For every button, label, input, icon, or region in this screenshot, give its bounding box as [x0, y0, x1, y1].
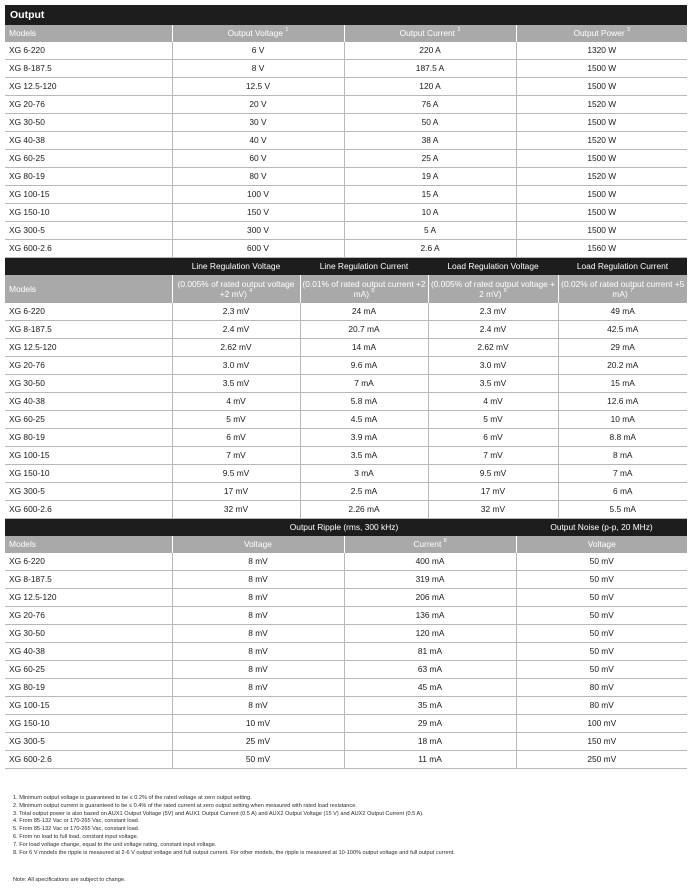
footnote: 3. Total output power is also based on AUX1 Output Voltage (5V) and AUX1 Output Current (0.5 A) and AUX2 Output Voltage (15 V) and AUX2 Output Current (0.5 A). — [13, 810, 424, 817]
value-cell: 4.5 mA — [300, 411, 428, 429]
disclaimer-note: Note: All specifications are subject to change. — [13, 877, 126, 883]
value-cell: 2.6 A — [344, 240, 516, 258]
column-header — [172, 25, 344, 42]
value-cell: 3.5 mV — [428, 375, 558, 393]
column-header-label: Output Voltage — [227, 28, 284, 39]
table-row — [5, 114, 687, 132]
value-cell: 12.5 V — [172, 78, 344, 96]
value-cell: 1520 W — [516, 132, 687, 150]
table-row — [5, 465, 687, 483]
value-cell: 12.6 mA — [558, 393, 687, 411]
value-cell: 20 V — [172, 96, 344, 114]
value-cell: 2.4 mV — [428, 321, 558, 339]
value-cell: 2.4 mV — [172, 321, 300, 339]
column-header — [172, 536, 344, 553]
model-name-cell: XG 150-10 — [5, 465, 172, 483]
value-cell: 76 A — [344, 96, 516, 114]
value-cell: 319 mA — [344, 571, 516, 589]
footnote-marker: 7 — [630, 288, 634, 294]
column-header — [516, 25, 687, 42]
footnote-marker: 8 — [443, 538, 447, 545]
footnote: 5. From 85-132 Vac or 170-265 Vac, constant load. — [13, 826, 140, 833]
model-name-cell: XG 80-19 — [5, 679, 172, 697]
value-cell: 250 mV — [516, 751, 687, 769]
table-row — [5, 132, 687, 150]
value-cell: 187.5 A — [344, 60, 516, 78]
value-cell: 6 mA — [558, 483, 687, 501]
footnote-marker: 2 — [457, 27, 461, 34]
column-header — [5, 25, 172, 42]
model-name-cell: XG 20-76 — [5, 96, 172, 114]
value-cell: 50 mV — [516, 661, 687, 679]
model-name-cell: XG 600-2.6 — [5, 240, 172, 258]
value-cell: 8 mV — [172, 607, 344, 625]
value-cell: 1500 W — [516, 204, 687, 222]
table-row — [5, 447, 687, 465]
value-cell: 150 V — [172, 204, 344, 222]
value-cell: 4 mV — [172, 393, 300, 411]
footnote: 2. Minimum output current is guaranteed to be ≤ 0.4% of the rated current at zero output setting when measured with rated load resistance. — [13, 802, 357, 809]
value-cell: 42.5 mA — [558, 321, 687, 339]
value-cell: 80 mV — [516, 679, 687, 697]
model-name-cell: XG 40-38 — [5, 393, 172, 411]
value-cell: 100 V — [172, 186, 344, 204]
model-name-cell: XG 20-76 — [5, 607, 172, 625]
value-cell: 29 mA — [558, 339, 687, 357]
model-name-cell: XG 8-187.5 — [5, 60, 172, 78]
value-cell: 4 mV — [428, 393, 558, 411]
footnote: 8. For 6 V models the ripple is measured at 2-6 V output voltage and full output current. For other models, the ripple is measured at 10-100% output voltage and full output current. — [13, 849, 455, 856]
section-title-row — [5, 5, 687, 25]
group-header: Load Regulation Voltage — [428, 258, 558, 275]
footnote: 7. For load voltage change, equal to the unit voltage rating, constant input voltage. — [13, 841, 217, 848]
table-row — [5, 321, 687, 339]
value-cell: 150 mV — [516, 733, 687, 751]
value-cell: 63 mA — [344, 661, 516, 679]
value-cell: 10 A — [344, 204, 516, 222]
value-cell: 3.0 mV — [172, 357, 300, 375]
column-header-label: (0.02% of rated output current +5 mA) — [561, 278, 685, 299]
model-name-cell: XG 80-19 — [5, 168, 172, 186]
value-cell: 3.9 mA — [300, 429, 428, 447]
value-cell: 50 mV — [172, 751, 344, 769]
model-name-cell: XG 20-76 — [5, 357, 172, 375]
column-header-label: Models — [9, 539, 36, 550]
table-row — [5, 483, 687, 501]
table-row — [5, 589, 687, 607]
table-row — [5, 553, 687, 571]
value-cell: 2.5 mA — [300, 483, 428, 501]
footnote: 4. From 85-132 Vac or 170-265 Vac, constant load. — [13, 818, 140, 825]
column-header-label: Voltage — [244, 539, 272, 550]
table-row — [5, 96, 687, 114]
regulation-group-header — [5, 258, 687, 275]
value-cell: 60 V — [172, 150, 344, 168]
model-name-cell: XG 40-38 — [5, 643, 172, 661]
footnote: 1. Minimum output voltage is guaranteed to be ≤ 0.2% of the rated voltage at zero output setting. — [13, 795, 252, 801]
value-cell: 8.8 mA — [558, 429, 687, 447]
table-row — [5, 751, 687, 769]
value-cell: 14 mA — [300, 339, 428, 357]
model-name-cell: XG 6-220 — [5, 553, 172, 571]
value-cell: 5.5 mA — [558, 501, 687, 519]
output-table-header — [5, 25, 687, 42]
regulation-table-body — [5, 303, 687, 519]
value-cell: 6 V — [172, 42, 344, 60]
value-cell: 50 A — [344, 114, 516, 132]
model-name-cell: XG 8-187.5 — [5, 321, 172, 339]
value-cell: 8 mV — [172, 571, 344, 589]
table-row — [5, 733, 687, 751]
value-cell: 300 V — [172, 222, 344, 240]
regulation-table — [5, 258, 687, 519]
value-cell: 9.5 mV — [428, 465, 558, 483]
value-cell: 2.3 mV — [172, 303, 300, 321]
value-cell: 40 V — [172, 132, 344, 150]
table-row — [5, 429, 687, 447]
group-header: Line Regulation Current — [300, 258, 428, 275]
section-title: Output — [5, 5, 687, 25]
value-cell: 20.2 mA — [558, 357, 687, 375]
value-cell: 24 mA — [300, 303, 428, 321]
column-header-label: Output Current — [399, 28, 455, 39]
model-name-cell: XG 100-15 — [5, 186, 172, 204]
value-cell: 20.7 mA — [300, 321, 428, 339]
column-header — [558, 275, 687, 303]
value-cell: 5 mV — [172, 411, 300, 429]
value-cell: 15 mA — [558, 375, 687, 393]
value-cell: 45 mA — [344, 679, 516, 697]
value-cell: 2.62 mV — [172, 339, 300, 357]
column-header — [344, 536, 516, 553]
value-cell: 1520 W — [516, 96, 687, 114]
value-cell: 220 A — [344, 42, 516, 60]
value-cell: 8 mV — [172, 553, 344, 571]
footnote-marker: 5 — [371, 288, 375, 294]
value-cell: 81 mA — [344, 643, 516, 661]
value-cell: 50 mV — [516, 589, 687, 607]
value-cell: 7 mA — [300, 375, 428, 393]
model-name-cell: XG 80-19 — [5, 429, 172, 447]
table-row — [5, 661, 687, 679]
value-cell: 1500 W — [516, 114, 687, 132]
table-row — [5, 393, 687, 411]
table-row — [5, 150, 687, 168]
value-cell: 80 V — [172, 168, 344, 186]
column-header — [5, 275, 172, 303]
column-header-label: (0.005% of rated output voltage + 2 mV) — [430, 278, 556, 299]
column-header — [300, 275, 428, 303]
output-table — [5, 5, 687, 258]
value-cell: 80 mV — [516, 697, 687, 715]
table-row — [5, 501, 687, 519]
footnotes — [13, 795, 683, 857]
table-row — [5, 375, 687, 393]
value-cell: 25 mV — [172, 733, 344, 751]
value-cell: 10 mV — [172, 715, 344, 733]
value-cell: 15 A — [344, 186, 516, 204]
value-cell: 1560 W — [516, 240, 687, 258]
model-name-cell: XG 100-15 — [5, 447, 172, 465]
model-name-cell: XG 30-50 — [5, 114, 172, 132]
value-cell: 1500 W — [516, 150, 687, 168]
model-name-cell: XG 12.5-120 — [5, 339, 172, 357]
value-cell: 8 mV — [172, 697, 344, 715]
model-name-cell: XG 8-187.5 — [5, 571, 172, 589]
value-cell: 3 mA — [300, 465, 428, 483]
model-name-cell: XG 300-5 — [5, 222, 172, 240]
column-header-label: Models — [9, 28, 36, 39]
group-header: Line Regulation Voltage — [172, 258, 300, 275]
value-cell: 8 V — [172, 60, 344, 78]
table-row — [5, 643, 687, 661]
value-cell: 1520 W — [516, 168, 687, 186]
table-row — [5, 697, 687, 715]
value-cell: 50 mV — [516, 625, 687, 643]
model-name-cell: XG 60-25 — [5, 661, 172, 679]
column-header-label: Output Power — [573, 28, 625, 39]
value-cell: 2.26 mA — [300, 501, 428, 519]
value-cell: 29 mA — [344, 715, 516, 733]
model-name-cell: XG 600-2.6 — [5, 751, 172, 769]
value-cell: 600 V — [172, 240, 344, 258]
value-cell: 3.5 mV — [172, 375, 300, 393]
column-header — [172, 275, 300, 303]
table-row — [5, 303, 687, 321]
table-row — [5, 222, 687, 240]
value-cell: 5 mV — [428, 411, 558, 429]
value-cell: 50 mV — [516, 607, 687, 625]
table-row — [5, 357, 687, 375]
value-cell: 10 mA — [558, 411, 687, 429]
model-name-cell: XG 40-38 — [5, 132, 172, 150]
table-row — [5, 78, 687, 96]
regulation-table-header — [5, 275, 687, 303]
model-name-cell: XG 300-5 — [5, 733, 172, 751]
column-header-label: Current — [413, 539, 442, 550]
value-cell: 11 mA — [344, 751, 516, 769]
table-row — [5, 60, 687, 78]
ripple-noise-table-body — [5, 553, 687, 769]
value-cell: 9.5 mV — [172, 465, 300, 483]
value-cell: 7 mA — [558, 465, 687, 483]
model-name-cell: XG 30-50 — [5, 625, 172, 643]
spec-sheet — [5, 5, 687, 769]
value-cell: 38 A — [344, 132, 516, 150]
table-row — [5, 339, 687, 357]
value-cell: 9.6 mA — [300, 357, 428, 375]
value-cell: 3.0 mV — [428, 357, 558, 375]
ripple-noise-table — [5, 519, 687, 769]
group-header-ripple: Output Ripple (rms, 300 kHz) — [172, 519, 516, 536]
model-name-cell: XG 100-15 — [5, 697, 172, 715]
value-cell: 25 A — [344, 150, 516, 168]
value-cell: 2.62 mV — [428, 339, 558, 357]
model-name-cell: XG 12.5-120 — [5, 78, 172, 96]
value-cell: 5.8 mA — [300, 393, 428, 411]
value-cell: 6 mV — [428, 429, 558, 447]
value-cell: 1500 W — [516, 78, 687, 96]
footnote-marker: 1 — [285, 27, 289, 34]
value-cell: 206 mA — [344, 589, 516, 607]
value-cell: 8 mV — [172, 643, 344, 661]
value-cell: 120 mA — [344, 625, 516, 643]
value-cell: 3.5 mA — [300, 447, 428, 465]
value-cell: 1500 W — [516, 60, 687, 78]
value-cell: 400 mA — [344, 553, 516, 571]
group-header-blank — [5, 519, 172, 536]
table-row — [5, 240, 687, 258]
table-row — [5, 607, 687, 625]
value-cell: 6 mV — [172, 429, 300, 447]
model-name-cell: XG 6-220 — [5, 42, 172, 60]
value-cell: 17 mV — [172, 483, 300, 501]
group-header-blank — [5, 258, 172, 275]
value-cell: 50 mV — [516, 553, 687, 571]
ripple-noise-group-header — [5, 519, 687, 536]
model-name-cell: XG 60-25 — [5, 411, 172, 429]
footnote-marker: 6 — [503, 288, 507, 294]
value-cell: 17 mV — [428, 483, 558, 501]
table-row — [5, 42, 687, 60]
value-cell: 18 mA — [344, 733, 516, 751]
table-row — [5, 571, 687, 589]
value-cell: 100 mV — [516, 715, 687, 733]
footnote-marker: 3 — [627, 27, 631, 34]
column-header — [5, 536, 172, 553]
table-row — [5, 715, 687, 733]
value-cell: 1500 W — [516, 222, 687, 240]
value-cell: 35 mA — [344, 697, 516, 715]
value-cell: 7 mV — [172, 447, 300, 465]
column-header — [516, 536, 687, 553]
value-cell: 120 A — [344, 78, 516, 96]
value-cell: 8 mA — [558, 447, 687, 465]
model-name-cell: XG 150-10 — [5, 204, 172, 222]
column-header-label: Voltage — [587, 539, 616, 550]
model-name-cell: XG 30-50 — [5, 375, 172, 393]
footnote-marker: 4 — [249, 288, 253, 294]
model-name-cell: XG 150-10 — [5, 715, 172, 733]
column-header-label: (0.01% of rated output current +2 mA) — [302, 278, 426, 299]
output-table-body — [5, 42, 687, 258]
column-header-label: (0.005% of rated output voltage +2 mV) — [177, 278, 295, 299]
column-header — [344, 25, 516, 42]
table-row — [5, 411, 687, 429]
model-name-cell: XG 12.5-120 — [5, 589, 172, 607]
column-header — [428, 275, 558, 303]
column-header-label: Models — [9, 283, 36, 294]
value-cell: 8 mV — [172, 679, 344, 697]
value-cell: 8 mV — [172, 661, 344, 679]
value-cell: 19 A — [344, 168, 516, 186]
model-name-cell: XG 6-220 — [5, 303, 172, 321]
value-cell: 5 A — [344, 222, 516, 240]
table-row — [5, 679, 687, 697]
value-cell: 30 V — [172, 114, 344, 132]
footnote: 6. From no load to full load, constant input voltage. — [13, 833, 139, 840]
value-cell: 8 mV — [172, 625, 344, 643]
value-cell: 49 mA — [558, 303, 687, 321]
group-header: Load Regulation Current — [558, 258, 687, 275]
group-header-noise: Output Noise (p-p, 20 MHz) — [516, 519, 687, 536]
table-row — [5, 168, 687, 186]
value-cell: 50 mV — [516, 571, 687, 589]
table-row — [5, 204, 687, 222]
value-cell: 2.3 mV — [428, 303, 558, 321]
ripple-noise-table-header — [5, 536, 687, 553]
model-name-cell: XG 300-5 — [5, 483, 172, 501]
model-name-cell: XG 60-25 — [5, 150, 172, 168]
value-cell: 50 mV — [516, 643, 687, 661]
value-cell: 136 mA — [344, 607, 516, 625]
table-row — [5, 186, 687, 204]
value-cell: 7 mV — [428, 447, 558, 465]
value-cell: 1320 W — [516, 42, 687, 60]
model-name-cell: XG 600-2.6 — [5, 501, 172, 519]
table-row — [5, 625, 687, 643]
value-cell: 8 mV — [172, 589, 344, 607]
value-cell: 1500 W — [516, 186, 687, 204]
value-cell: 32 mV — [428, 501, 558, 519]
value-cell: 32 mV — [172, 501, 300, 519]
